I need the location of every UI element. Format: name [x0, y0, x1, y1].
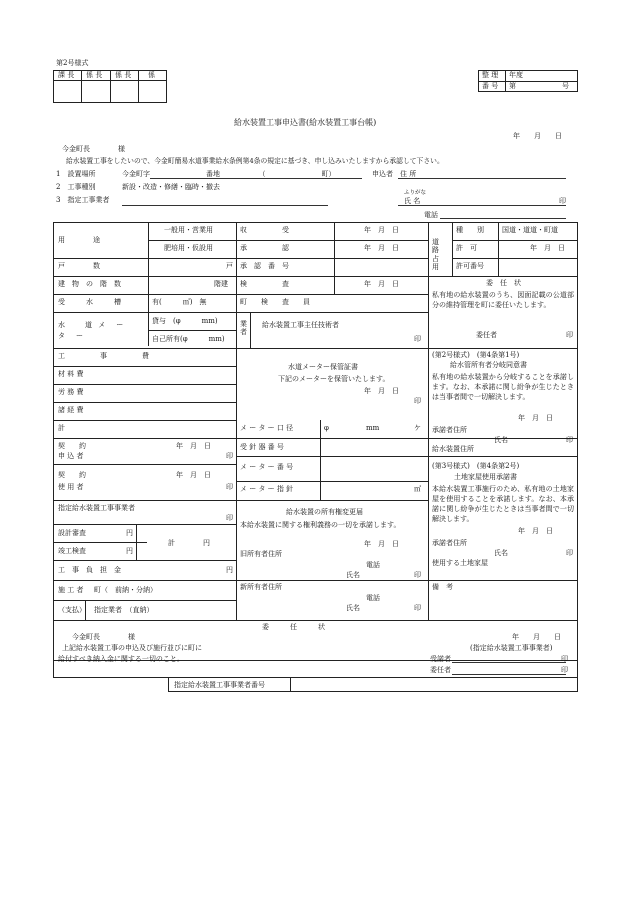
jukinsha-label: 受諾者 [430, 655, 451, 663]
kensa-date: 年 月 日 [364, 280, 399, 288]
bottom-paren: (指定給水装置工事事業者) [470, 644, 553, 652]
kyuu-owner-seal: 印 [414, 571, 421, 579]
jukinsha-underline [452, 662, 566, 663]
shin-owner-label: 新所有者住所 [240, 583, 282, 591]
bikou-label: 備 考 [432, 583, 453, 591]
hoshou-date: 年 月 日 [364, 387, 399, 395]
kyoka-no-label: 許可番号 [456, 262, 484, 270]
seiri-label: 整 理 [482, 71, 499, 79]
futan-en: 円 [226, 566, 233, 574]
name-underline [398, 205, 566, 206]
name-seal: 印 [559, 197, 566, 205]
itaku-title: 委 任 状 [486, 279, 521, 287]
shiyousha-seal: 印 [226, 483, 233, 491]
jushinki-label: 受 針 器 番 号 [240, 443, 284, 451]
furigana-label: ふりがな [404, 190, 427, 196]
ko-unit: 戸 [226, 262, 233, 270]
roumu-label: 労 務 費 [58, 388, 84, 396]
nendo-label: 年度 [509, 71, 523, 79]
form3-header: (第3号様式) (第4条第2号) [432, 462, 520, 470]
form3-title: 土地家屋使用承諾書 [454, 473, 517, 481]
form2-date: 年 月 日 [518, 414, 553, 422]
henkou-title: 給水装置の所有権変更届 [286, 508, 363, 516]
bottom-itakusha-underline [452, 674, 566, 675]
bottom-date: 年 月 日 [512, 633, 561, 641]
row1-label: 1 設置場所 [56, 170, 96, 178]
shitei-chokunou: 指定業者 （直納） [94, 606, 154, 614]
itakusha-label: 委任者 [476, 331, 497, 339]
approval-label-kakaricho2: 係 長 [115, 71, 132, 79]
sekkei-label: 設計審査 [58, 529, 86, 537]
hoshou-body: 下記のメーターを保管いたします。 [278, 375, 390, 383]
form3-shimei: 氏名 [494, 549, 508, 557]
bottom-itaku-title: 委 任 状 [262, 623, 325, 631]
address-underline [398, 178, 566, 179]
bango-label: 番 号 [482, 82, 499, 90]
hoshou-seal: 印 [414, 397, 421, 405]
meter-kou-ke: ケ [414, 424, 421, 432]
meter-shishin-label: メ ー タ ー 指 針 [240, 485, 294, 493]
itaku-body: 私有地の給水装置のうち、図面記載の公道部分の維持管理を町に委任いたします。 [432, 291, 574, 310]
application-date: 年 月 日 [513, 132, 562, 140]
kokudou-options: 国道・道道・町道 [502, 226, 558, 234]
meter-kashiyo: 貸与 (φ mm) [152, 317, 218, 325]
meter-kou-label: メ ー タ ー 口 径 [240, 424, 294, 432]
bottom-body-1: 上記給水装置工事の申込及び施行並びに町に [62, 644, 202, 652]
shuuju-date: 年 月 日 [364, 226, 399, 234]
sekkei-en: 円 [126, 529, 133, 537]
shin-owner-phone: 電話 [366, 594, 380, 602]
shin-owner-seal: 印 [414, 604, 421, 612]
kyoka-date: 年 月 日 [530, 244, 565, 252]
meter-label: 水 道 メ ー タ ー [58, 321, 135, 341]
meter-jiko: 自己所有(φ mm) [152, 335, 225, 343]
zairyou-label: 材 料 費 [58, 370, 84, 378]
shunkou-label: 竣工検査 [58, 547, 86, 555]
hoshou-title: 水道メーター保管証書 [288, 363, 358, 371]
shounin-date: 年 月 日 [364, 244, 399, 252]
jukinsha-seal: 印 [561, 655, 568, 663]
shounin-label: 承 認 [240, 244, 289, 252]
ippan-option: 一般用・営業用 [164, 226, 213, 234]
kyuu-owner-label: 旧所有者住所 [240, 550, 282, 558]
form-title: 給水装置工事申込書(給水装置工事台帳) [234, 118, 377, 127]
meter-no-label: メ ー タ ー 番 号 [240, 463, 294, 471]
approval-label-kakari: 係 [148, 71, 155, 79]
form2-header: (第2号様式) (第4条第1号) [432, 351, 520, 359]
bottom-itakusha-label: 委任者 [430, 666, 451, 674]
bottom-body-2: 給付すべき納入金に関する一切のこと。 [58, 655, 184, 663]
meter-kou-phi: φ [324, 424, 329, 432]
kyuu-owner-name: 氏名 [346, 571, 360, 579]
kojihi-label: 工 事 費 [58, 352, 149, 360]
form3-date: 年 月 日 [518, 527, 553, 535]
henkou-date: 年 月 日 [364, 540, 399, 548]
sekousha-label: 施 工 者 [58, 586, 84, 594]
shiharai-label: （支払） [58, 606, 86, 614]
kensain-label: 町 検 査 員 [240, 298, 310, 306]
form2-shimei: 氏名 [494, 436, 508, 444]
juusui-umu: 有( ㎥) 無 [152, 298, 207, 306]
form2-kyuusui-addr: 給水装置住所 [432, 445, 474, 453]
douro-label: 道 路 占 用 [432, 238, 439, 272]
gokei-label: 計 円 [168, 539, 210, 547]
youto-label: 用 途 [58, 236, 100, 244]
bottom-itakusha-seal: 印 [561, 666, 568, 674]
bottom-addressee: 今金町長 様 [72, 633, 135, 641]
gyousha-label: 業者 [240, 320, 247, 337]
keiyaku2-label: 契 約 [58, 471, 86, 479]
shokei-label: 諸 経 費 [58, 406, 84, 414]
kensa-label: 検 査 [240, 280, 289, 288]
keiyaku2-date: 年 月 日 [176, 471, 211, 479]
form3-seal: 印 [566, 549, 573, 557]
row2-value: 新設・改造・修繕・臨時・撤去 [122, 183, 220, 191]
shitei-label: 指定給水装置工事事業者 [58, 504, 135, 512]
form2-title: 給水管所有者分岐同意書 [450, 361, 527, 369]
row2-label: 2 工事種別 [56, 183, 96, 191]
applicant-label: 申込者 [372, 170, 393, 178]
kyuu-owner-phone: 電話 [366, 561, 380, 569]
keiyaku1-label: 契 約 [58, 442, 86, 450]
approval-label-kakaricho1: 係 長 [86, 71, 103, 79]
row1-underline [150, 178, 362, 179]
dai-label: 第 [509, 82, 516, 90]
shiyousha-label: 使 用 者 [58, 483, 84, 491]
sekousha-cho: 町（ 前納・分納） [94, 586, 157, 594]
intro-text: 給水装置工事をしたいので、今金町簡易水道事業給水条例第4条の規定に基づき、申し込みいたしますから承認して下さい。 [66, 157, 444, 165]
henkou-body: 本給水装置に関する権利義務の一切を承諾します。 [240, 521, 401, 529]
futan-label: 工 事 負 担 金 [58, 566, 121, 574]
form3-shiyou-tochi: 使用する土地家屋 [432, 559, 488, 567]
moushikomi-label: 申 込 者 [58, 452, 84, 460]
keiyaku1-date: 年 月 日 [176, 442, 211, 450]
shunin-label: 給水装置工事主任技術者 [262, 321, 339, 329]
kosuu-label: 戸 数 [58, 262, 100, 270]
shitei-seal: 印 [226, 514, 233, 522]
shin-owner-name: 氏名 [346, 604, 360, 612]
approval-label-kacho: 課 長 [58, 71, 75, 79]
form3-shodakusha-addr: 承諾者住所 [432, 539, 467, 547]
form3-body: 本給水装置工事施行のため、私有地の土地家屋を使用することを承諾します。なお、本承諾に関し紛争が生じたときは当事者間で一切解決します。 [432, 485, 574, 524]
row1-value: 今金町字 番地 （ 町） [122, 170, 336, 178]
form2-body: 私有地の給水装置から分岐することを承諾します。なお、本承諾に関し紛争が生じたときは当事者間で一切解決します。 [432, 373, 574, 402]
shunkou-en: 円 [126, 547, 133, 555]
form2-seal: 印 [566, 436, 573, 444]
row3-underline [122, 205, 328, 206]
go-label: 号 [562, 82, 569, 90]
moushikomi-seal: 印 [226, 452, 233, 460]
phone-underline [440, 218, 566, 219]
kaisuu-label: 建 物 の 階 数 [58, 280, 121, 288]
meter-kou-mm: mm [366, 424, 380, 432]
shubetsu-label: 種 別 [456, 226, 484, 234]
address-label: 住 所 [400, 170, 417, 178]
row3-label: 3 指定工事業者 [56, 196, 110, 204]
form2-shodakusha-addr: 承諾者住所 [432, 426, 467, 434]
kaidate-unit: 階建 [214, 280, 228, 288]
phone-label: 電話 [424, 211, 438, 219]
shuuju-label: 収 受 [240, 226, 289, 234]
shounin-no-label: 承 認 番 号 [240, 262, 289, 270]
kei-label: 計 [58, 424, 65, 432]
form-number: 第2号様式 [56, 59, 89, 67]
shunin-seal: 印 [414, 335, 421, 343]
shitei-bango-label: 指定給水装置工事事業者番号 [174, 681, 265, 689]
addressee: 今金町長 様 [62, 145, 125, 153]
itakusha-seal: 印 [566, 331, 573, 339]
name-label: 氏 名 [404, 197, 421, 205]
meter-shishin-unit: ㎥ [414, 485, 421, 493]
juusui-label: 受 水 槽 [58, 298, 121, 306]
kyoka-label: 許 可 [456, 244, 477, 252]
hiryou-option: 肥培用・仮設用 [164, 244, 213, 252]
